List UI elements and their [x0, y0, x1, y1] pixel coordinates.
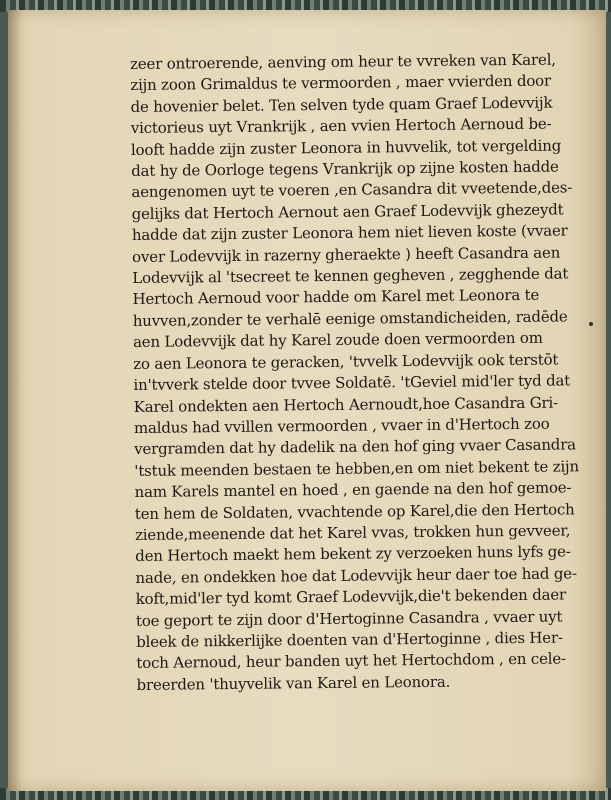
text-line: aengenomen uyt te voeren ,en Casandra dit vveetende,des- — [131, 178, 573, 202]
text-line: 'tstuk meenden bestaen te hebben,en om niet bekent te zijn — [134, 457, 579, 480]
text-line: zo aen Leonora te geracken, 'tvvelk Lodevvijk ook terstōt — [133, 350, 559, 373]
text-line: nade, en ondekken hoe dat Lodevvijk heur daer toe had ge- — [135, 564, 577, 587]
book-page — [8, 10, 606, 791]
text-line: zeer ontroerende, aenving om heur te vvreken van Karel, — [130, 50, 556, 73]
text-line: victorieus uyt Vrankrijk , aen vvien Hertoch Aernoud be- — [130, 114, 552, 138]
text-line: breerden 'thuyvelik van Karel en Leonora. — [136, 672, 451, 694]
text-line: ten hem de Soldaten, vvachtende op Karel,die den Hertoch — [134, 499, 575, 523]
text-line: in'tvverk stelde door tvvee Soldatē. 'tGeviel mid'ler tyd dat — [133, 371, 571, 395]
text-line: huvven,zonder te verhalē eenige omstandicheiden, radēde — [132, 307, 568, 330]
text-line: Hertoch Aernoud voor hadde om Karel met Leonora te — [132, 286, 540, 309]
text-line: toch Aernoud, heur banden uyt het Hertochdom , en cele- — [136, 649, 566, 673]
text-line: bleek de nikkerlijke doenten van d'Hertoginne , dies Her- — [136, 628, 563, 651]
text-line: Karel ondekten aen Hertoch Aernoudt,hoe Casandra Gri- — [133, 393, 558, 416]
text-line: vergramden dat hy dadelik na den hof ging vvaer Casandra — [134, 435, 576, 459]
text-line: den Hertoch maekt hem bekent zy verzoeken huns lyfs ge- — [135, 542, 571, 566]
text-line: hadde dat zijn zuster Leonora hem niet lieven koste (vvaer — [131, 221, 568, 245]
text-line: gelijks dat Hertoch Aernout aen Graef Lodevvijk ghezeydt — [131, 200, 564, 223]
text-line: koft,mid'ler tyd komt Graef Lodevvijk,die't bekenden daer — [135, 585, 567, 609]
text-line: toe geport te zijn door d'Hertoginne Casandra , vvaer uyt — [135, 607, 563, 630]
text-line: nam Karels mantel en hoed , en gaende na den hof gemoe- — [134, 478, 572, 502]
text-line: over Lodevvijk in razerny gheraekte ) heeft Casandra aen — [132, 243, 561, 266]
page-gutter-shadow — [8, 10, 22, 791]
text-line: ziende,meenende dat het Karel vvas, trokken hun gevveer, — [134, 521, 571, 544]
body-text — [130, 49, 589, 696]
text-line: aen Lodevvijk dat hy Karel zoude doen vermoorden om — [132, 328, 543, 352]
text-line: looft hadde zijn zuster Leonora in huvvelik, tot vergelding — [130, 136, 562, 159]
ink-dot — [589, 322, 593, 326]
text-line: dat hy de Oorloge tegens Vrankrijk op zijne kosten hadde — [131, 157, 559, 181]
text-line: Lodevvijk al 'tsecreet te kennen gegheven , zegghende dat — [132, 264, 569, 288]
text-line: de hovenier belet. Ten selven tyde quam Graef Lodevvijk — [130, 93, 553, 116]
text-line: maldus had vvillen vermoorden , vvaer in d'Hertoch zoo — [133, 414, 550, 437]
text-line: zijn zoon Grimaldus te vermoorden , maer vvierden door — [130, 72, 552, 95]
